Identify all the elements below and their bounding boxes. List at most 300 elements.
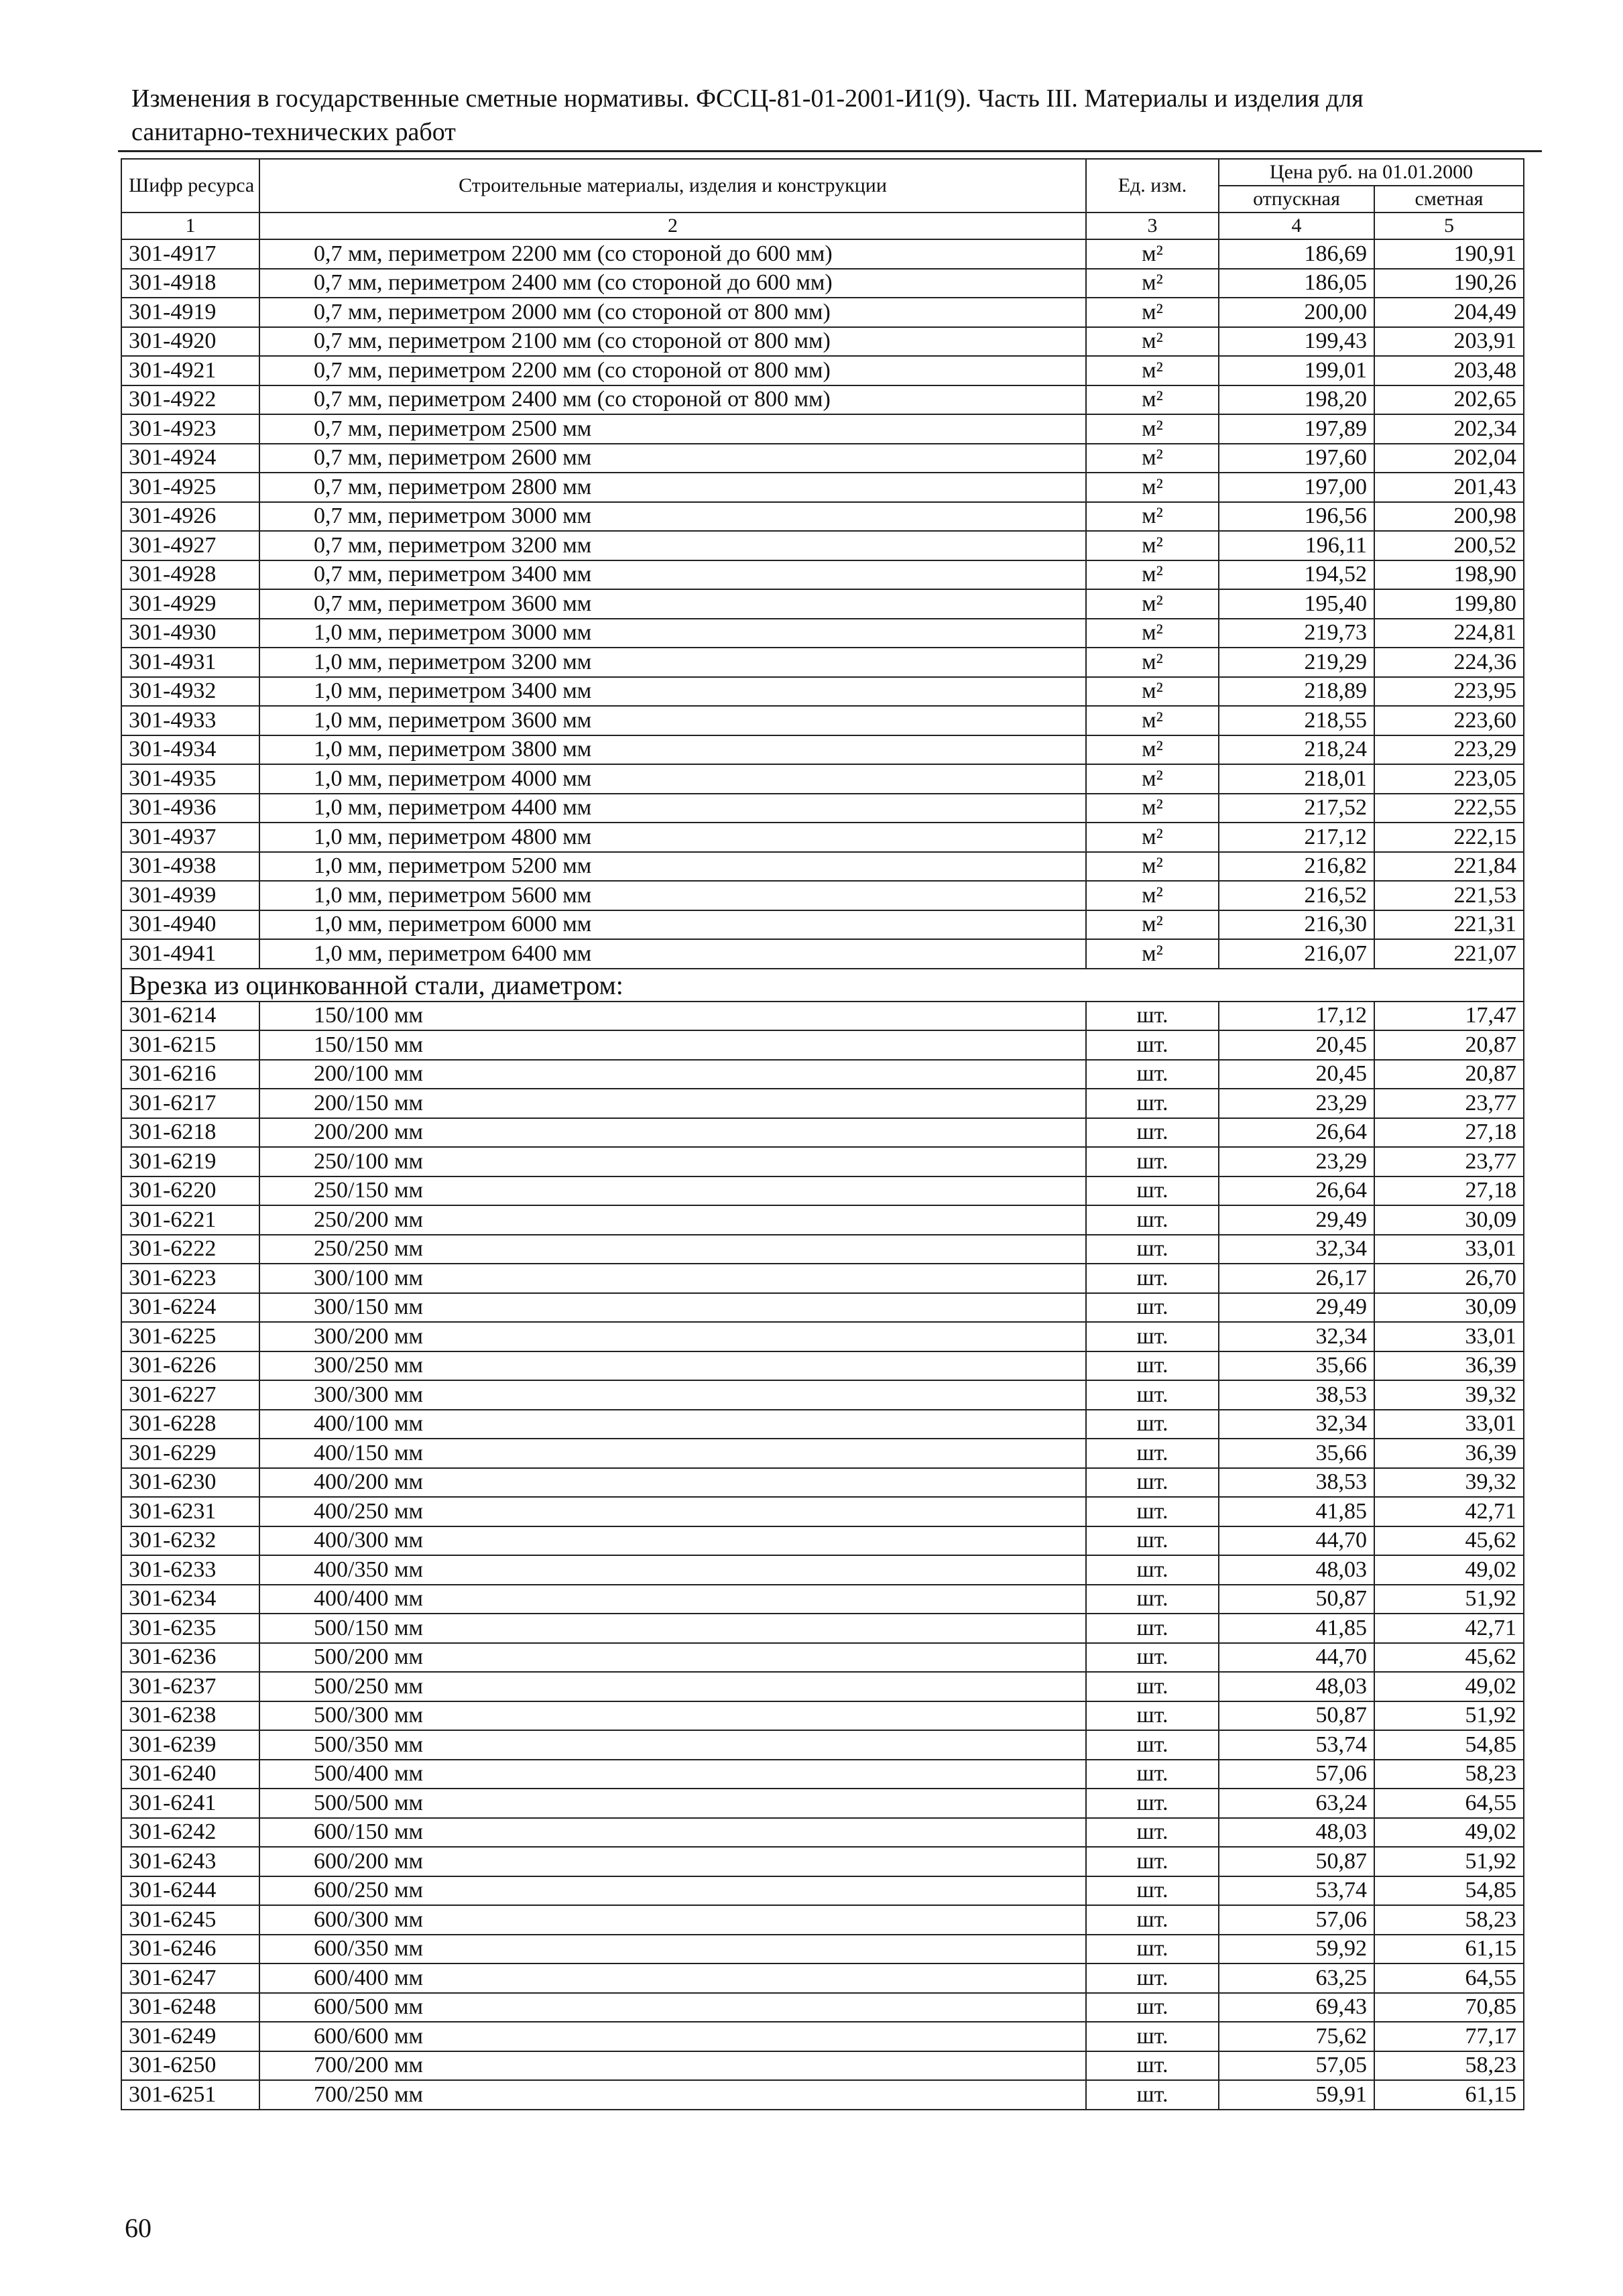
table-row — [121, 269, 1524, 298]
resource-code: 301-6218 — [121, 1118, 259, 1148]
price-release: 48,03 — [1219, 1818, 1374, 1848]
unit: м² — [1086, 881, 1219, 910]
price-release: 197,60 — [1219, 444, 1374, 473]
resource-code: 301-6237 — [121, 1672, 259, 1701]
header-price-estimate: сметная — [1374, 186, 1524, 213]
material-name: 1,0 мм, периметром 6400 мм — [259, 939, 1086, 969]
price-estimate: 223,29 — [1374, 735, 1524, 765]
unit: шт. — [1086, 1205, 1219, 1235]
price-estimate: 54,85 — [1374, 1876, 1524, 1906]
material-name: 600/400 мм — [259, 1963, 1086, 1993]
table-row — [121, 910, 1524, 940]
price-estimate: 200,52 — [1374, 531, 1524, 560]
material-name: 200/100 мм — [259, 1060, 1086, 1089]
material-name: 700/250 мм — [259, 2080, 1086, 2110]
price-estimate: 202,34 — [1374, 414, 1524, 444]
table-row — [121, 1935, 1524, 1964]
price-release: 35,66 — [1219, 1439, 1374, 1468]
price-estimate: 223,05 — [1374, 764, 1524, 794]
price-estimate: 221,31 — [1374, 910, 1524, 940]
unit: шт. — [1086, 2051, 1219, 2081]
unit: шт. — [1086, 1585, 1219, 1614]
unit: шт. — [1086, 1789, 1219, 1818]
material-name: 150/150 мм — [259, 1030, 1086, 1060]
price-estimate: 30,09 — [1374, 1293, 1524, 1323]
resource-code: 301-6233 — [121, 1555, 259, 1585]
resource-code: 301-6245 — [121, 1905, 259, 1935]
price-release: 32,34 — [1219, 1410, 1374, 1439]
price-release: 186,05 — [1219, 269, 1374, 298]
price-release: 35,66 — [1219, 1351, 1374, 1381]
price-estimate: 200,98 — [1374, 502, 1524, 532]
material-name: 1,0 мм, периметром 5200 мм — [259, 852, 1086, 882]
price-estimate: 26,70 — [1374, 1264, 1524, 1293]
resource-code: 301-6239 — [121, 1730, 259, 1760]
table-row — [121, 1672, 1524, 1701]
price-estimate: 45,62 — [1374, 1526, 1524, 1556]
resource-code: 301-4937 — [121, 823, 259, 852]
material-name: 300/200 мм — [259, 1322, 1086, 1351]
material-name: 150/100 мм — [259, 1002, 1086, 1031]
group1-body — [121, 239, 1524, 969]
material-name: 0,7 мм, периметром 2400 мм (со стороной от 800 мм) — [259, 385, 1086, 415]
price-estimate: 27,18 — [1374, 1118, 1524, 1148]
resource-code: 301-6251 — [121, 2080, 259, 2110]
resource-code: 301-4936 — [121, 794, 259, 823]
resource-code: 301-4926 — [121, 502, 259, 532]
table-row — [121, 764, 1524, 794]
column-number: 3 — [1086, 213, 1219, 239]
table-row — [121, 2051, 1524, 2081]
unit: м² — [1086, 589, 1219, 619]
table-row — [121, 1614, 1524, 1643]
table-row — [121, 1205, 1524, 1235]
table-row — [121, 473, 1524, 502]
table-row — [121, 1643, 1524, 1673]
resource-code: 301-6246 — [121, 1935, 259, 1964]
unit: шт. — [1086, 1993, 1219, 2022]
price-estimate: 190,26 — [1374, 269, 1524, 298]
price-release: 217,52 — [1219, 794, 1374, 823]
unit: м² — [1086, 239, 1219, 269]
price-estimate: 51,92 — [1374, 1585, 1524, 1614]
price-estimate: 58,23 — [1374, 1760, 1524, 1789]
material-name: 500/500 мм — [259, 1789, 1086, 1818]
price-release: 41,85 — [1219, 1614, 1374, 1643]
material-name: 400/300 мм — [259, 1526, 1086, 1556]
price-release: 38,53 — [1219, 1380, 1374, 1410]
material-name: 250/250 мм — [259, 1235, 1086, 1264]
price-release: 53,74 — [1219, 1730, 1374, 1760]
material-name: 500/150 мм — [259, 1614, 1086, 1643]
price-estimate: 27,18 — [1374, 1176, 1524, 1206]
unit: шт. — [1086, 1060, 1219, 1089]
price-release: 63,24 — [1219, 1789, 1374, 1818]
resource-code: 301-6249 — [121, 2022, 259, 2051]
column-number: 2 — [259, 213, 1086, 239]
material-name: 0,7 мм, периметром 2800 мм — [259, 473, 1086, 502]
unit: шт. — [1086, 1935, 1219, 1964]
resource-code: 301-6220 — [121, 1176, 259, 1206]
price-release: 218,01 — [1219, 764, 1374, 794]
table-row — [121, 648, 1524, 677]
price-release: 195,40 — [1219, 589, 1374, 619]
unit: шт. — [1086, 1497, 1219, 1526]
material-name: 600/150 мм — [259, 1818, 1086, 1848]
table-row — [121, 1468, 1524, 1498]
resource-code: 301-6219 — [121, 1147, 259, 1176]
price-estimate: 70,85 — [1374, 1993, 1524, 2022]
resource-code: 301-6243 — [121, 1847, 259, 1876]
material-name: 400/400 мм — [259, 1585, 1086, 1614]
header-price-group: Цена руб. на 01.01.2000 — [1219, 159, 1524, 186]
unit: м² — [1086, 910, 1219, 940]
material-name: 0,7 мм, периметром 2600 мм — [259, 444, 1086, 473]
material-name: 0,7 мм, периметром 2500 мм — [259, 414, 1086, 444]
table-row — [121, 239, 1524, 269]
unit: шт. — [1086, 1468, 1219, 1498]
table-row — [121, 619, 1524, 648]
price-estimate: 61,15 — [1374, 2080, 1524, 2110]
resource-code: 301-4933 — [121, 706, 259, 735]
material-name: 600/250 мм — [259, 1876, 1086, 1906]
price-release: 29,49 — [1219, 1293, 1374, 1323]
column-number-row — [121, 213, 1524, 239]
unit: шт. — [1086, 1410, 1219, 1439]
table-row — [121, 1147, 1524, 1176]
table-row — [121, 677, 1524, 707]
table-row — [121, 1439, 1524, 1468]
unit: шт. — [1086, 1176, 1219, 1206]
unit: м² — [1086, 356, 1219, 385]
price-release: 199,43 — [1219, 327, 1374, 357]
material-name: 0,7 мм, периметром 3200 мм — [259, 531, 1086, 560]
unit: шт. — [1086, 1905, 1219, 1935]
table-row — [121, 1847, 1524, 1876]
price-release: 17,12 — [1219, 1002, 1374, 1031]
unit: шт. — [1086, 1002, 1219, 1031]
table-row — [121, 1089, 1524, 1118]
price-release: 50,87 — [1219, 1701, 1374, 1731]
price-estimate: 49,02 — [1374, 1672, 1524, 1701]
material-name: 1,0 мм, периметром 3800 мм — [259, 735, 1086, 765]
price-estimate: 54,85 — [1374, 1730, 1524, 1760]
price-estimate: 33,01 — [1374, 1410, 1524, 1439]
price-release: 197,89 — [1219, 414, 1374, 444]
material-name: 700/200 мм — [259, 2051, 1086, 2081]
material-name: 300/150 мм — [259, 1293, 1086, 1323]
table-row — [121, 1555, 1524, 1585]
unit: шт. — [1086, 2022, 1219, 2051]
unit: м² — [1086, 444, 1219, 473]
resource-code: 301-6221 — [121, 1205, 259, 1235]
material-name: 250/100 мм — [259, 1147, 1086, 1176]
price-estimate: 199,80 — [1374, 589, 1524, 619]
material-name: 300/300 мм — [259, 1380, 1086, 1410]
column-number: 1 — [121, 213, 259, 239]
group2-body — [121, 1002, 1524, 2110]
table-row — [121, 1497, 1524, 1526]
price-release: 63,25 — [1219, 1963, 1374, 1993]
material-name: 600/200 мм — [259, 1847, 1086, 1876]
price-release: 23,29 — [1219, 1147, 1374, 1176]
table-row — [121, 1322, 1524, 1351]
price-estimate: 221,07 — [1374, 939, 1524, 969]
price-release: 186,69 — [1219, 239, 1374, 269]
price-release: 26,64 — [1219, 1176, 1374, 1206]
price-release: 216,52 — [1219, 881, 1374, 910]
unit: м² — [1086, 648, 1219, 677]
price-release: 197,00 — [1219, 473, 1374, 502]
table-row — [121, 794, 1524, 823]
page-number: 60 — [125, 2213, 152, 2243]
material-name: 0,7 мм, периметром 2000 мм (со стороной от 800 мм) — [259, 298, 1086, 327]
material-name: 1,0 мм, периметром 5600 мм — [259, 881, 1086, 910]
resource-code: 301-4925 — [121, 473, 259, 502]
resource-code: 301-6235 — [121, 1614, 259, 1643]
price-table — [121, 158, 1524, 2110]
resource-code: 301-6225 — [121, 1322, 259, 1351]
price-release: 216,82 — [1219, 852, 1374, 882]
price-estimate: 222,15 — [1374, 823, 1524, 852]
material-name: 400/350 мм — [259, 1555, 1086, 1585]
unit: м² — [1086, 385, 1219, 415]
table-row — [121, 1730, 1524, 1760]
table-row — [121, 502, 1524, 532]
material-name: 600/350 мм — [259, 1935, 1086, 1964]
price-estimate: 39,32 — [1374, 1380, 1524, 1410]
material-name: 500/200 мм — [259, 1643, 1086, 1673]
resource-code: 301-6241 — [121, 1789, 259, 1818]
material-name: 1,0 мм, периметром 3400 мм — [259, 677, 1086, 707]
table-row — [121, 444, 1524, 473]
material-name: 0,7 мм, периметром 2100 мм (со стороной от 800 мм) — [259, 327, 1086, 357]
price-estimate: 64,55 — [1374, 1789, 1524, 1818]
price-estimate: 23,77 — [1374, 1147, 1524, 1176]
table-row — [121, 1760, 1524, 1789]
unit: м² — [1086, 502, 1219, 532]
material-name: 400/100 мм — [259, 1410, 1086, 1439]
material-name: 300/100 мм — [259, 1264, 1086, 1293]
resource-code: 301-6226 — [121, 1351, 259, 1381]
table-row — [121, 939, 1524, 969]
resource-code: 301-4922 — [121, 385, 259, 415]
resource-code: 301-6236 — [121, 1643, 259, 1673]
table-row — [121, 589, 1524, 619]
price-release: 218,89 — [1219, 677, 1374, 707]
table-row — [121, 1993, 1524, 2022]
resource-code: 301-6230 — [121, 1468, 259, 1498]
unit: шт. — [1086, 1555, 1219, 1585]
document-header — [131, 82, 1519, 149]
price-release: 23,29 — [1219, 1089, 1374, 1118]
price-release: 59,92 — [1219, 1935, 1374, 1964]
header-code: Шифр ресурса — [121, 159, 259, 213]
resource-code: 301-6229 — [121, 1439, 259, 1468]
price-estimate: 203,91 — [1374, 327, 1524, 357]
unit: шт. — [1086, 1730, 1219, 1760]
unit: шт. — [1086, 1351, 1219, 1381]
price-release: 29,49 — [1219, 1205, 1374, 1235]
price-estimate: 20,87 — [1374, 1060, 1524, 1089]
table-row — [121, 1176, 1524, 1206]
price-estimate: 222,55 — [1374, 794, 1524, 823]
table-row — [121, 1701, 1524, 1731]
unit: м² — [1086, 531, 1219, 560]
resource-code: 301-4921 — [121, 356, 259, 385]
material-name: 500/350 мм — [259, 1730, 1086, 1760]
resource-code: 301-6238 — [121, 1701, 259, 1731]
price-estimate: 17,47 — [1374, 1002, 1524, 1031]
price-release: 199,01 — [1219, 356, 1374, 385]
material-name: 500/400 мм — [259, 1760, 1086, 1789]
price-estimate: 202,65 — [1374, 385, 1524, 415]
price-release: 20,45 — [1219, 1030, 1374, 1060]
resource-code: 301-4928 — [121, 560, 259, 590]
price-release: 50,87 — [1219, 1847, 1374, 1876]
price-release: 57,06 — [1219, 1760, 1374, 1789]
material-name: 400/250 мм — [259, 1497, 1086, 1526]
resource-code: 301-4940 — [121, 910, 259, 940]
table-row — [121, 1585, 1524, 1614]
unit: м² — [1086, 473, 1219, 502]
table-row — [121, 735, 1524, 765]
price-release: 41,85 — [1219, 1497, 1374, 1526]
price-release: 219,29 — [1219, 648, 1374, 677]
table-row — [121, 560, 1524, 590]
resource-code: 301-6227 — [121, 1380, 259, 1410]
resource-code: 301-6216 — [121, 1060, 259, 1089]
price-release: 200,00 — [1219, 298, 1374, 327]
table-row — [121, 1380, 1524, 1410]
material-name: 400/150 мм — [259, 1439, 1086, 1468]
resource-code: 301-6248 — [121, 1993, 259, 2022]
resource-code: 301-6234 — [121, 1585, 259, 1614]
price-release: 194,52 — [1219, 560, 1374, 590]
unit: шт. — [1086, 2080, 1219, 2110]
resource-code: 301-4931 — [121, 648, 259, 677]
price-release: 216,07 — [1219, 939, 1374, 969]
price-estimate: 204,49 — [1374, 298, 1524, 327]
price-estimate: 224,81 — [1374, 619, 1524, 648]
price-release: 26,64 — [1219, 1118, 1374, 1148]
unit: шт. — [1086, 1089, 1219, 1118]
table-row — [121, 852, 1524, 882]
material-name: 1,0 мм, периметром 4800 мм — [259, 823, 1086, 852]
price-estimate: 51,92 — [1374, 1847, 1524, 1876]
table-row — [121, 2080, 1524, 2110]
table-row — [121, 1963, 1524, 1993]
unit: шт. — [1086, 1701, 1219, 1731]
section-title: Врезка из оцинкованной стали, диаметром: — [121, 969, 1524, 1002]
unit: шт. — [1086, 1235, 1219, 1264]
column-number: 5 — [1374, 213, 1524, 239]
material-name: 1,0 мм, периметром 4000 мм — [259, 764, 1086, 794]
price-release: 69,43 — [1219, 1993, 1374, 2022]
resource-code: 301-4918 — [121, 269, 259, 298]
price-release: 53,74 — [1219, 1876, 1374, 1906]
table-row — [121, 1235, 1524, 1264]
price-estimate: 198,90 — [1374, 560, 1524, 590]
resource-code: 301-4920 — [121, 327, 259, 357]
material-name: 0,7 мм, периметром 3400 мм — [259, 560, 1086, 590]
price-estimate: 58,23 — [1374, 1905, 1524, 1935]
price-estimate: 42,71 — [1374, 1497, 1524, 1526]
material-name: 0,7 мм, периметром 2200 мм (со стороной от 800 мм) — [259, 356, 1086, 385]
unit: м² — [1086, 852, 1219, 882]
price-estimate: 224,36 — [1374, 648, 1524, 677]
unit: м² — [1086, 414, 1219, 444]
unit: шт. — [1086, 1672, 1219, 1701]
price-release: 75,62 — [1219, 2022, 1374, 2051]
price-estimate: 20,87 — [1374, 1030, 1524, 1060]
price-release: 32,34 — [1219, 1235, 1374, 1264]
unit: шт. — [1086, 1876, 1219, 1906]
material-name: 0,7 мм, периметром 2400 мм (со стороной до 600 мм) — [259, 269, 1086, 298]
material-name: 0,7 мм, периметром 2200 мм (со стороной до 600 мм) — [259, 239, 1086, 269]
price-estimate: 202,04 — [1374, 444, 1524, 473]
price-estimate: 221,53 — [1374, 881, 1524, 910]
document-title-line2: санитарно-технических работ — [131, 118, 456, 146]
price-release: 216,30 — [1219, 910, 1374, 940]
unit: м² — [1086, 794, 1219, 823]
material-name: 1,0 мм, периметром 4400 мм — [259, 794, 1086, 823]
resource-code: 301-4924 — [121, 444, 259, 473]
unit: шт. — [1086, 1526, 1219, 1556]
unit: м² — [1086, 298, 1219, 327]
unit: шт. — [1086, 1147, 1219, 1176]
material-name: 1,0 мм, периметром 3000 мм — [259, 619, 1086, 648]
price-release: 48,03 — [1219, 1555, 1374, 1585]
price-estimate: 201,43 — [1374, 473, 1524, 502]
unit: шт. — [1086, 1643, 1219, 1673]
table-row — [121, 1118, 1524, 1148]
table-row — [121, 414, 1524, 444]
unit: шт. — [1086, 1963, 1219, 1993]
table-row — [121, 1060, 1524, 1089]
material-name: 400/200 мм — [259, 1468, 1086, 1498]
price-release: 48,03 — [1219, 1672, 1374, 1701]
unit: шт. — [1086, 1614, 1219, 1643]
resource-code: 301-6215 — [121, 1030, 259, 1060]
unit: м² — [1086, 823, 1219, 852]
resource-code: 301-6244 — [121, 1876, 259, 1906]
price-estimate: 49,02 — [1374, 1555, 1524, 1585]
table-row — [121, 823, 1524, 852]
price-release: 198,20 — [1219, 385, 1374, 415]
price-estimate: 33,01 — [1374, 1322, 1524, 1351]
price-estimate: 223,95 — [1374, 677, 1524, 707]
unit: м² — [1086, 706, 1219, 735]
price-estimate: 30,09 — [1374, 1205, 1524, 1235]
table-row — [121, 385, 1524, 415]
material-name: 500/300 мм — [259, 1701, 1086, 1731]
resource-code: 301-4939 — [121, 881, 259, 910]
header-name: Строительные материалы, изделия и конструкции — [259, 159, 1086, 213]
resource-code: 301-6223 — [121, 1264, 259, 1293]
price-release: 59,91 — [1219, 2080, 1374, 2110]
price-release: 218,55 — [1219, 706, 1374, 735]
price-estimate: 221,84 — [1374, 852, 1524, 882]
unit: м² — [1086, 677, 1219, 707]
resource-code: 301-6222 — [121, 1235, 259, 1264]
unit: шт. — [1086, 1322, 1219, 1351]
resource-code: 301-4917 — [121, 239, 259, 269]
material-name: 500/250 мм — [259, 1672, 1086, 1701]
price-estimate: 51,92 — [1374, 1701, 1524, 1731]
unit: шт. — [1086, 1760, 1219, 1789]
table-row — [121, 1293, 1524, 1323]
